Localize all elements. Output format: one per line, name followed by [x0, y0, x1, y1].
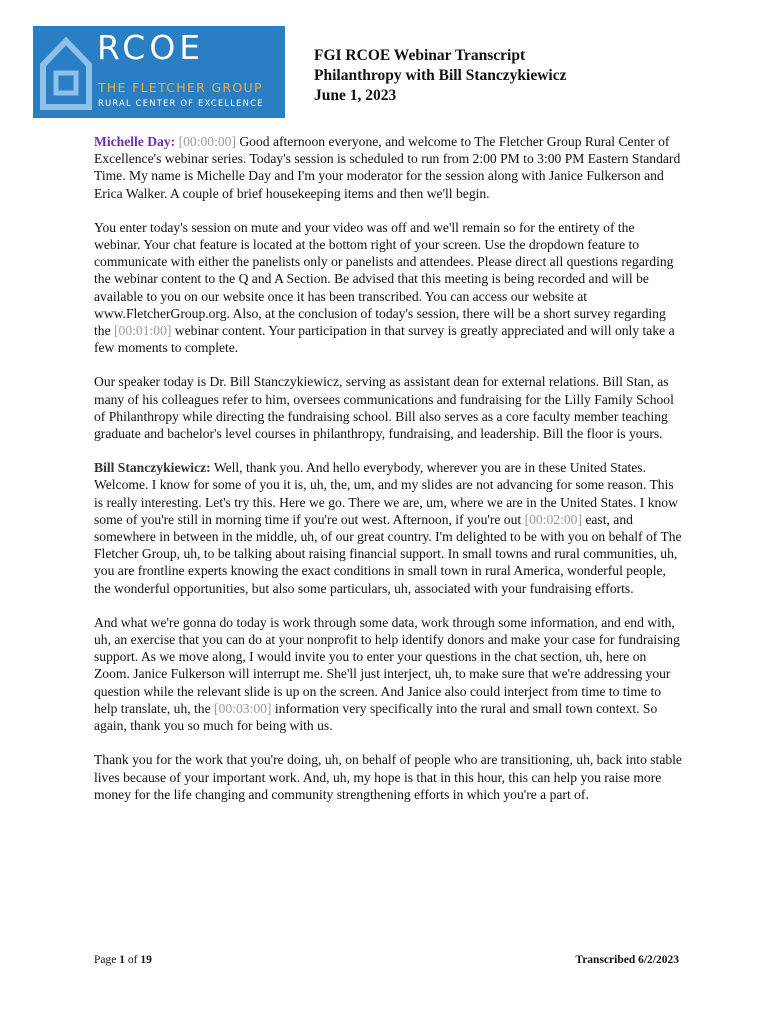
timestamp: [00:02:00] [524, 511, 582, 527]
page-prefix: Page [94, 954, 120, 966]
transcript-paragraph [94, 459, 684, 597]
transcript-text: east, and somewhere in between in the middle, uh, of our great country. I'm delighted to be with you on behalf of The Fletcher Group, uh, to be talking about raising financial support. In small towns and rural communities, uh, you are frontline experts knowing the exact conditions in small town in rural America, wonderful people, the wonderful opportunities, but also some particulars, uh, associated with your fundraising efforts. [94, 511, 682, 596]
transcript-paragraph [94, 373, 684, 442]
timestamp: [00:00:00] [178, 134, 236, 149]
page-total: 19 [140, 954, 152, 966]
transcript-text: Thank you for the work that you're doing, uh, on behalf of people who are transitioning, uh, back into stable lives because of your important work. And, uh, my hope is that in this hour, this can help you raise more money for the life changing and community strengthening efforts in which you're a part of. [94, 752, 682, 802]
header-title: FGI RCOE Webinar Transcript [314, 47, 526, 64]
logo-org: THE FLETCHER GROUP [98, 80, 263, 95]
transcript-text: Well, thank you. And hello everybody, wherever you are in these United States. Welcome. I know for some of you it is, uh, the, um, and my slides are not advancing for some reason. This is really interesting. Let's try this. Here we go. There we are, um, where we are in the United States. I know some of you're still in morning time if you're out west. Afternoon, if you're out [94, 460, 678, 527]
logo-title: RCOE [97, 28, 205, 67]
document-header [314, 46, 566, 106]
timestamp: [00:01:00] [114, 323, 172, 339]
transcript-text: Good afternoon everyone, and welcome to The Fletcher Group Rural Center of Excellence's webinar series. Today's session is scheduled to run from 2:00 PM to 3:00 PM Eastern Standard Time. My name is Michelle Day and I'm your moderator for the session along with Janice Fulkerson and Erica Walker. A couple of brief housekeeping items and then we'll begin. [94, 134, 681, 201]
page-of: of [124, 954, 141, 966]
transcript-paragraph [94, 133, 684, 202]
rcoe-logo [33, 26, 285, 118]
logo-subtitle: RURAL CENTER OF EXCELLENCE [98, 98, 264, 108]
transcript-paragraph [94, 614, 684, 734]
page-number [94, 954, 152, 966]
header-date: June 1, 2023 [314, 87, 397, 104]
speaker-name: Michelle Day: [94, 134, 176, 149]
transcript-paragraph [94, 219, 684, 357]
header-subtitle: Philanthropy with Bill Stanczykiewicz [314, 67, 567, 84]
transcript-text: webinar content. Your participation in that survey is greatly appreciated and will only take a few moments to complete. [94, 323, 675, 356]
transcribed-date: Transcribed 6/2/2023 [575, 954, 679, 966]
transcript-text: You enter today's session on mute and your video was off and we'll remain so for the entirety of the webinar. Your chat feature is located at the bottom right of your screen. Use the dropdown feature to communicate with either the panelists only or panelists and attendees. Please direct all questions regarding the webinar content to the Q and A Section. Be advised that this meeting is being recorded and will be available to you on our website once it has been transcribed. You can access our website at www.FletcherGroup.org. Also, at the conclusion of today's session, there will be a short survey regarding the [94, 219, 674, 339]
transcript-paragraph [94, 751, 684, 803]
speaker-name: Bill Stanczykiewicz: [94, 460, 211, 476]
timestamp: [00:03:00] [214, 700, 272, 716]
transcript-text: information very specifically into the rural and small town context. So again, thank you so much for being with us. [94, 700, 658, 734]
transcript-text: And what we're gonna do today is work through some data, work through some information, and end with, uh, an exercise that you can do at your nonprofit to help identify donors and make your case for fundraising support. As we move along, I would invite you to enter your questions in the chat section, uh, here on Zoom. Janice Fulkerson will interrupt me. She'll just interject, uh, to make sure that we're addressing your question while the relevant slide is up on the screen. And Janice also could interject from time to time to help translate, uh, the [94, 614, 680, 716]
transcript-text: Our speaker today is Dr. Bill Stanczykiewicz, serving as assistant dean for external relations. Bill Stan, as many of his colleagues refer to him, oversees communications and fundraising for the Lilly Family School of Philanthropy while directing the fundraising school. Bill also serves as a core faculty member teaching graduate and bachelor's level courses in philanthropy, fundraising, and leadership. Bill the floor is yours. [94, 374, 674, 442]
house-icon [39, 33, 93, 111]
page-current: 1 [119, 954, 125, 966]
transcript-body [94, 133, 684, 820]
